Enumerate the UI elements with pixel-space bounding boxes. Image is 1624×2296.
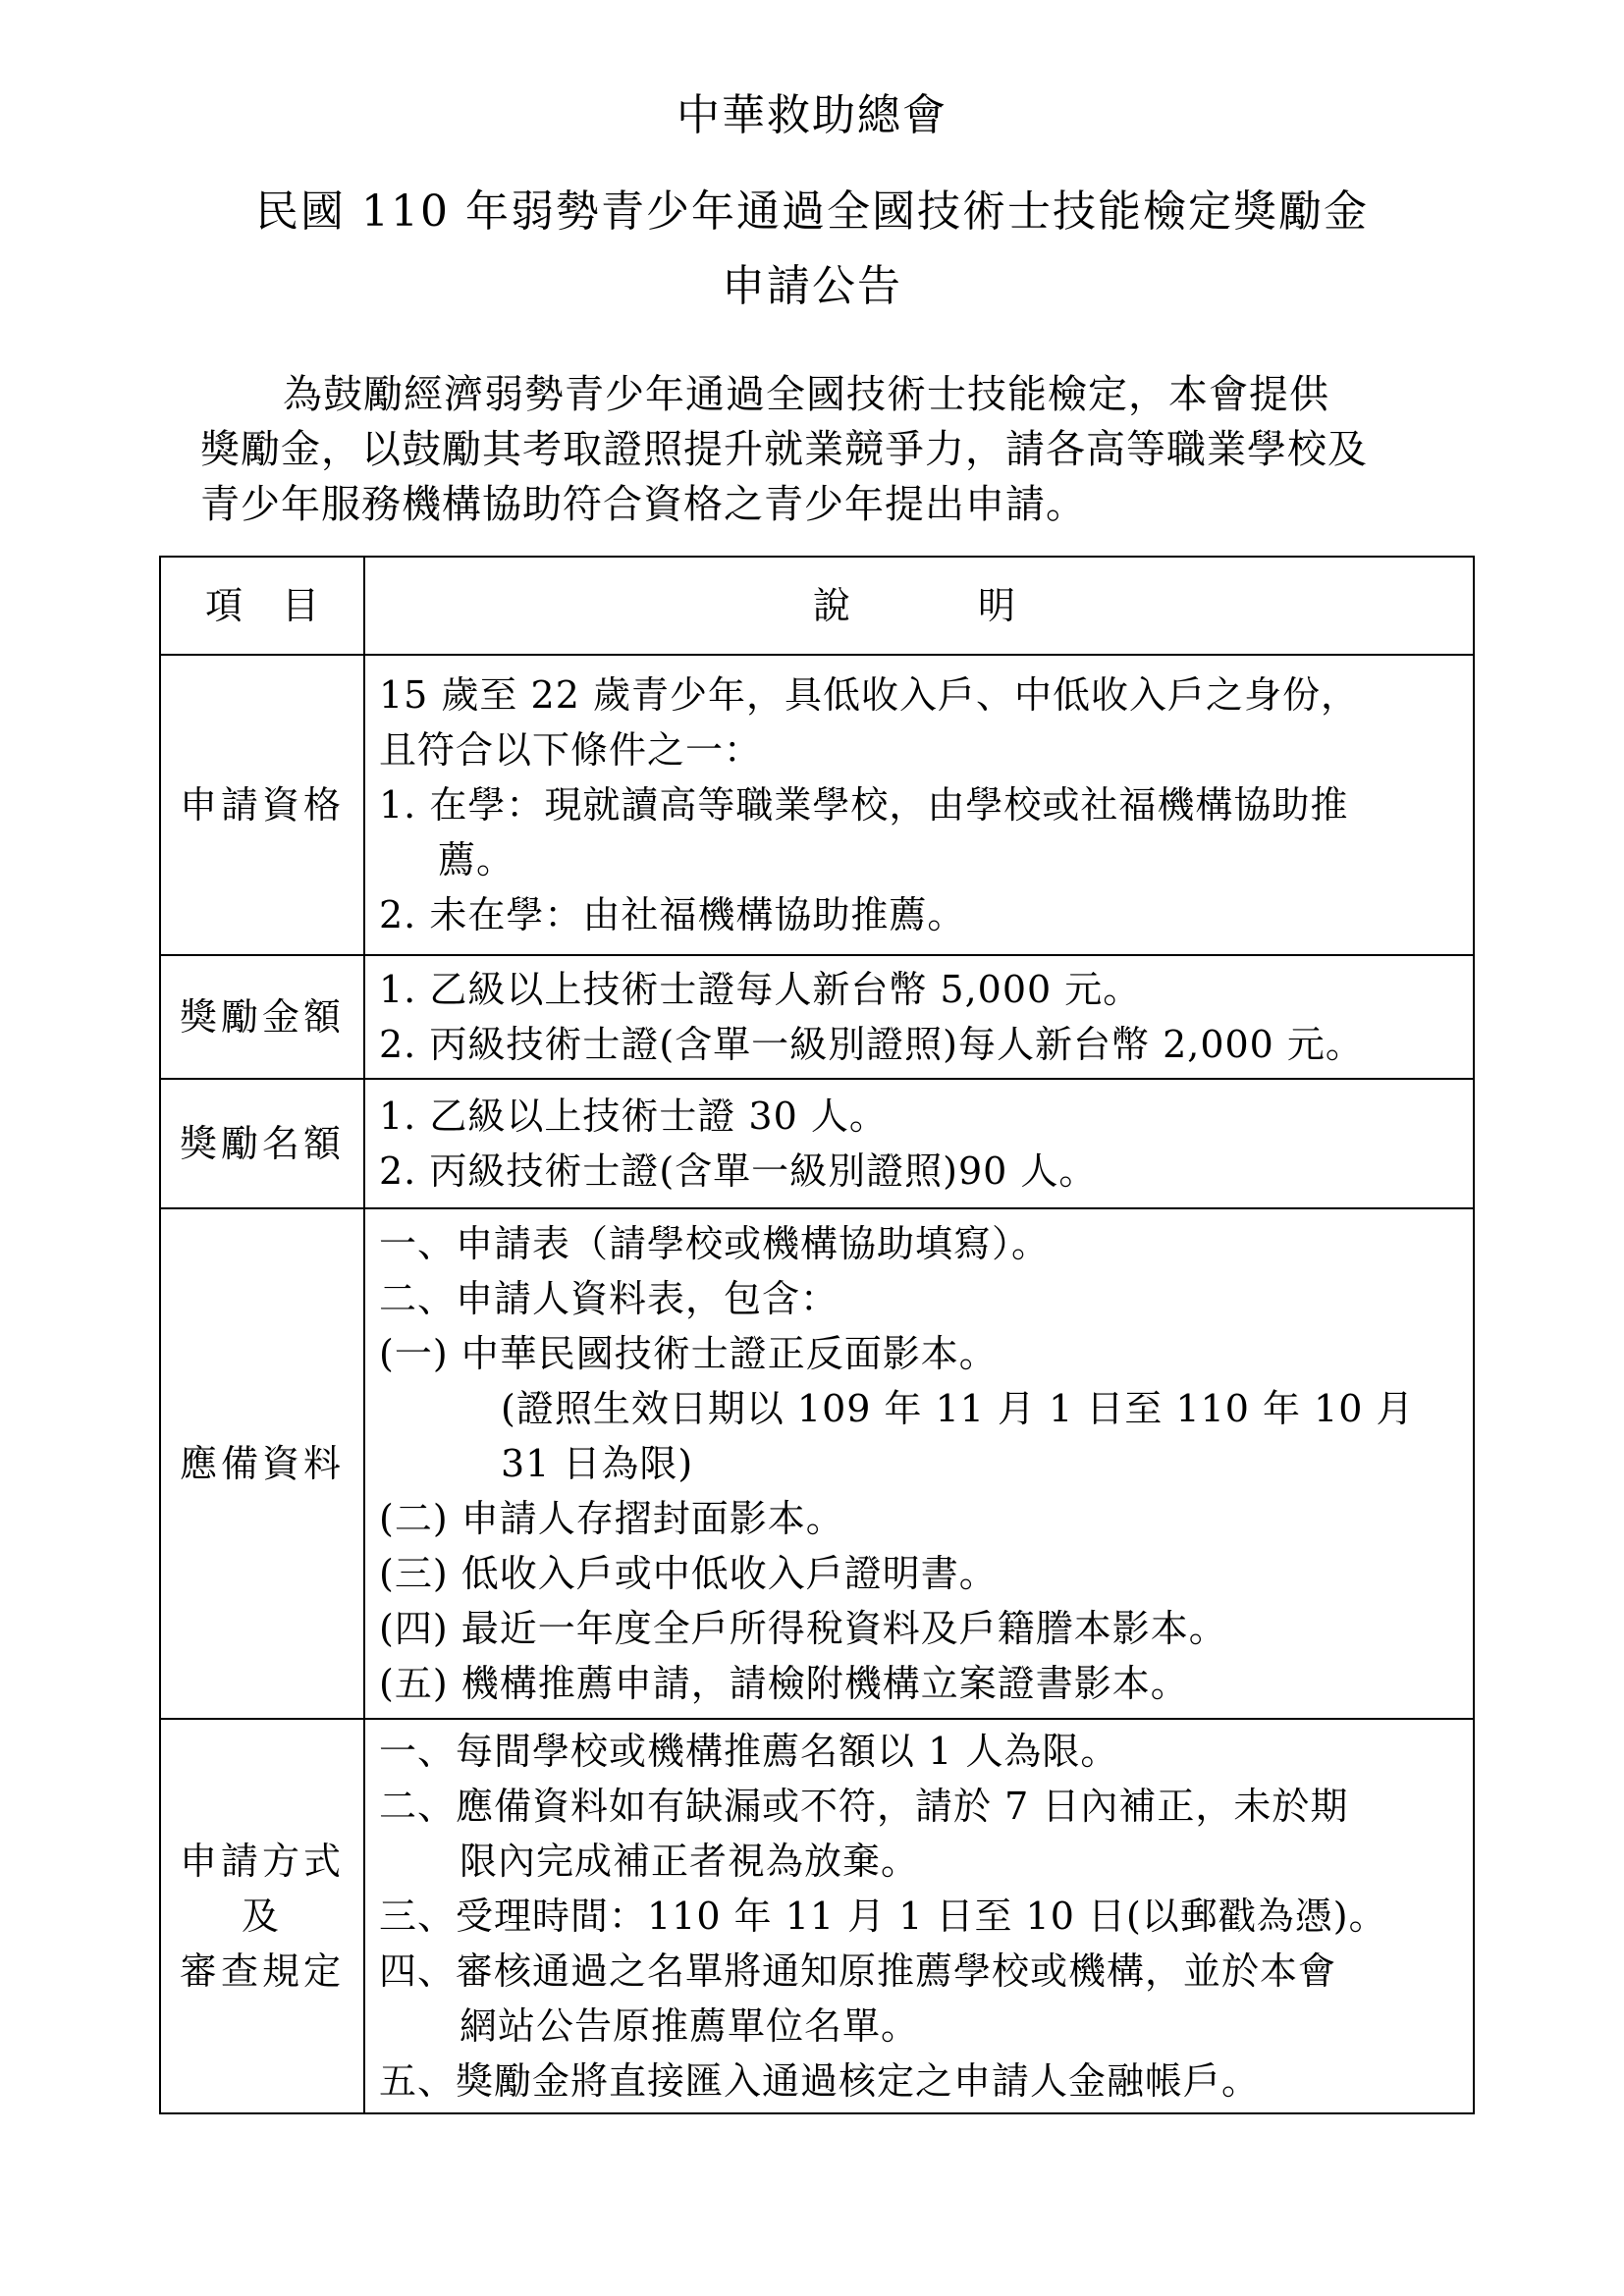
row-label: 申請資格 — [161, 656, 365, 954]
content-line: (三) 低收入戶或中低收入戶證明書。 — [379, 1552, 998, 1595]
row-content — [365, 1209, 1473, 1718]
content-line: 四、審核通過之名單將通知原推薦學校或機構，並於本會 — [379, 1949, 1337, 1993]
row-content — [365, 956, 1473, 1078]
content-line: 一、申請表（請學校或機構協助填寫）。 — [379, 1222, 1051, 1265]
document-title: 民國 110 年弱勢青少年通過全國技術士技能檢定獎勵金 — [255, 187, 1369, 237]
row-label-line: 審查規定 — [179, 1949, 345, 1993]
row-label: 應備資料 — [161, 1209, 365, 1718]
content-line: (證照生效日期以 109 年 11 月 1 日至 110 年 10 月 — [501, 1387, 1415, 1430]
info-table — [159, 556, 1475, 2114]
row-label: 獎勵名額 — [161, 1080, 365, 1207]
table-row-quota — [161, 1078, 1473, 1207]
row-label: 獎勵金額 — [161, 956, 365, 1078]
content-line: 且符合以下條件之一： — [379, 728, 763, 772]
content-line: 1. 乙級以上技術士證 30 人。 — [379, 1095, 888, 1138]
row-content — [365, 1720, 1473, 2112]
content-line: (一) 中華民國技術士證正反面影本。 — [379, 1332, 998, 1375]
table-row-documents — [161, 1207, 1473, 1718]
row-label-line: 申請方式 — [179, 1840, 345, 1883]
content-line: 三、受理時間：110 年 11 月 1 日至 10 日(以郵戳為憑)。 — [379, 1895, 1387, 1938]
row-content — [365, 1080, 1473, 1207]
content-line: 2. 丙級技術士證(含單一級別證照)90 人。 — [379, 1149, 1098, 1193]
content-line: 31 日為限) — [501, 1442, 694, 1485]
intro-line-3: 青少年服務機構協助符合資格之青少年提出申請。 — [200, 482, 1086, 527]
table-row-eligibility — [161, 654, 1473, 954]
row-label-line: 及 — [241, 1895, 283, 1938]
row-content — [365, 656, 1473, 954]
content-line: 1. 乙級以上技術士證每人新台幣 5,000 元。 — [379, 968, 1142, 1011]
organization-title: 中華救助總會 — [677, 90, 947, 140]
content-line: 薦。 — [438, 838, 515, 881]
table-row-amount — [161, 954, 1473, 1078]
content-line: 2. 未在學：由社福機構協助推薦。 — [379, 893, 966, 936]
content-line: (二) 申請人存摺封面影本。 — [379, 1497, 844, 1540]
header-item: 項目 — [161, 558, 365, 654]
table-header-row — [161, 558, 1473, 654]
document-subtitle: 申請公告 — [722, 261, 902, 311]
content-line: 1. 在學：現就讀高等職業學校，由學校或社福機構協助推 — [379, 783, 1349, 827]
content-line: 一、每間學校或機構推薦名額以 1 人為限。 — [379, 1730, 1119, 1773]
intro-line-2: 獎勵金，以鼓勵其考取證照提升就業競爭力，請各高等職業學校及 — [200, 427, 1368, 472]
content-line: 限內完成補正者視為放棄。 — [460, 1840, 920, 1883]
content-line: (四) 最近一年度全戶所得稅資料及戶籍謄本影本。 — [379, 1607, 1227, 1650]
content-line: 2. 丙級技術士證(含單一級別證照)每人新台幣 2,000 元。 — [379, 1023, 1364, 1066]
content-line: 二、應備資料如有缺漏或不符，請於 7 日內補正，未於期 — [379, 1785, 1349, 1828]
table-row-procedure — [161, 1718, 1473, 2112]
header-desc: 說明 — [812, 584, 1143, 627]
content-line: 五、獎勵金將直接匯入通過核定之申請人金融帳戶。 — [379, 2059, 1261, 2103]
content-line: 網站公告原推薦單位名單。 — [460, 2004, 920, 2048]
row-label — [161, 1720, 365, 2112]
content-line: (五) 機構推薦申請，請檢附機構立案證書影本。 — [379, 1662, 1189, 1705]
content-line: 15 歲至 22 歲青少年，具低收入戶、中低收入戶之身份， — [379, 673, 1359, 717]
intro-line-1: 為鼓勵經濟弱勢青少年通過全國技術士技能檢定，本會提供 — [283, 372, 1329, 417]
content-line: 二、申請人資料表，包含： — [379, 1277, 839, 1320]
